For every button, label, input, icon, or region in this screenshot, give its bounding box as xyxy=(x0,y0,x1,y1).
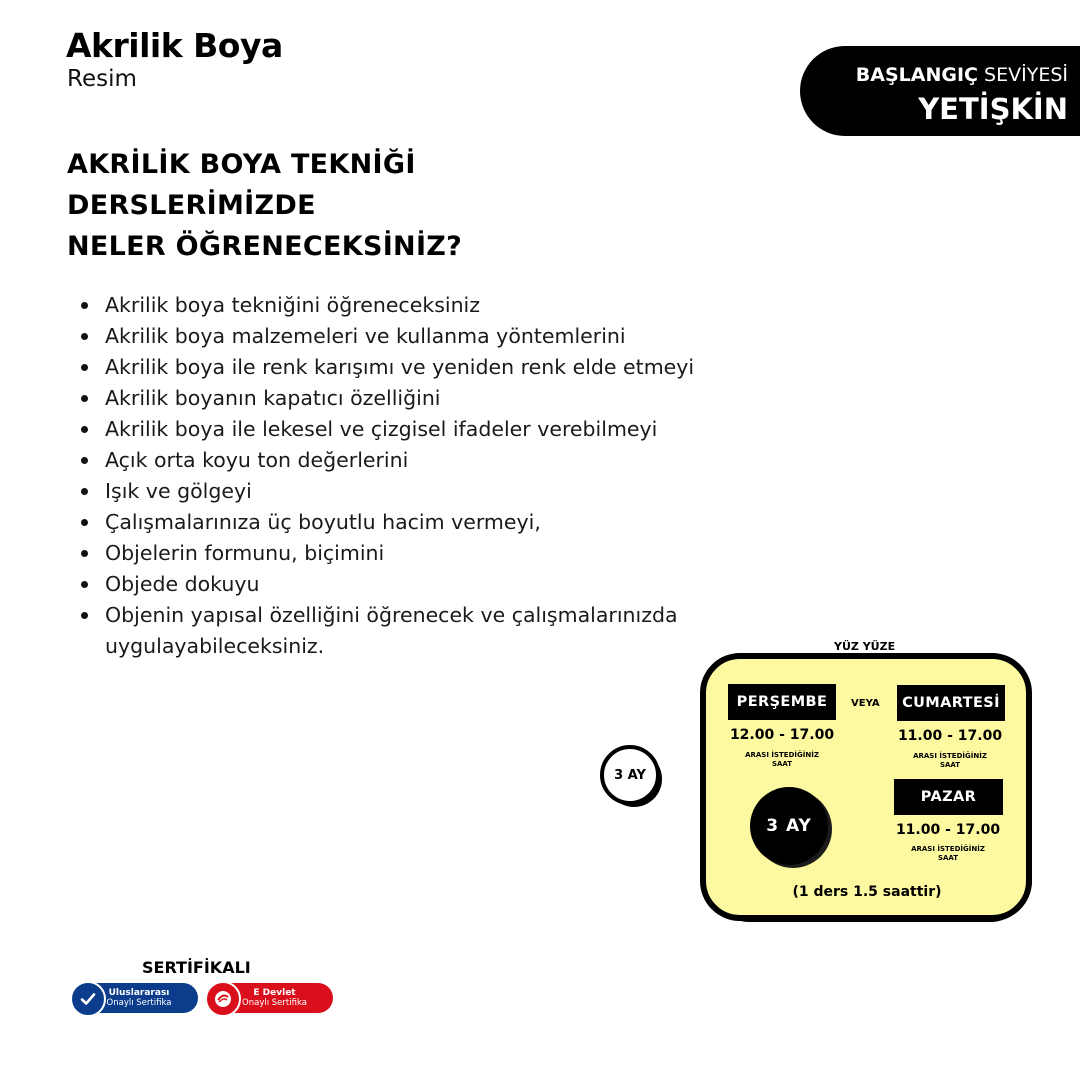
e-devlet-logo-icon xyxy=(205,981,241,1017)
list-item: Objede dokuyu xyxy=(80,569,770,600)
or-label: VEYA xyxy=(851,698,880,709)
note-saturday xyxy=(890,752,1010,770)
list-item: Objenin yapısal özelliğini öğrenecek ve çalışmalarınızda uygulayabileceksiniz. xyxy=(80,600,770,662)
level-suffix: SEVİYESİ xyxy=(984,64,1068,86)
note-line-1: ARASI İSTEDİĞİNİZ xyxy=(913,752,987,760)
section-heading xyxy=(67,144,462,267)
badge-line-1: E Devlet xyxy=(253,988,296,998)
lesson-mode-label: YÜZ YÜZE xyxy=(834,640,896,653)
list-item: Objelerin formunu, biçimini xyxy=(80,538,770,569)
course-title: Akrilik Boya xyxy=(66,26,283,65)
note-line-1: ARASI İSTEDİĞİNİZ xyxy=(745,751,819,759)
note-thursday xyxy=(722,751,842,769)
checkmark-icon xyxy=(70,981,106,1017)
note-sunday xyxy=(888,845,1008,863)
day-label-thursday: PERŞEMBE xyxy=(728,684,836,720)
level-label xyxy=(856,64,1068,86)
time-sunday: 11.00 - 17.00 xyxy=(895,822,1001,838)
badge-line-2: Onaylı Sertifika xyxy=(242,998,307,1008)
list-item: Akrilik boya ile renk karışımı ve yeniden renk elde etmeyi xyxy=(80,352,770,383)
heading-line-1: AKRİLİK BOYA TEKNİĞİ xyxy=(67,149,416,180)
course-category: Resim xyxy=(67,66,137,92)
lesson-length: (1 ders 1.5 saattir) xyxy=(792,884,942,900)
badge-line-1: Uluslararası xyxy=(108,988,170,998)
list-item: Işık ve gölgeyi xyxy=(80,476,770,507)
list-item: Akrilik boya malzemeleri ve kullanma yöntemlerini xyxy=(80,321,770,352)
list-item: Akrilik boya ile lekesel ve çizgisel ifadeler verebilmeyi xyxy=(80,414,770,445)
list-item: Açık orta koyu ton değerlerini xyxy=(80,445,770,476)
audience-label: YETİŞKİN xyxy=(918,92,1068,126)
day-label-sunday: PAZAR xyxy=(894,779,1003,815)
note-line-2: SAAT xyxy=(937,854,959,862)
duration-badge: 3 AY xyxy=(600,745,660,805)
level-prefix: BAŞLANGIÇ xyxy=(855,64,978,86)
heading-line-2: DERSLERİMİZDE xyxy=(67,190,316,221)
learning-list xyxy=(80,290,770,662)
note-line-2: SAAT xyxy=(771,760,793,768)
note-line-1: ARASI İSTEDİĞİNİZ xyxy=(911,845,985,853)
level-badge xyxy=(800,46,1080,136)
note-line-2: SAAT xyxy=(939,761,961,769)
heading-line-3: NELER ÖĞRENECEKSİNİZ? xyxy=(67,231,463,262)
list-item: Akrilik boya tekniğini öğreneceksiniz xyxy=(80,290,770,321)
list-item: Çalışmalarınıza üç boyutlu hacim vermeyi, xyxy=(80,507,770,538)
time-saturday: 11.00 - 17.00 xyxy=(897,728,1003,744)
badge-line-2: Onaylı Sertifika xyxy=(106,998,172,1008)
list-item: Akrilik boyanın kapatıcı özelliğini xyxy=(80,383,770,414)
certificate-label: SERTİFİKALI xyxy=(142,958,251,977)
day-label-saturday: CUMARTESİ xyxy=(897,685,1005,721)
time-thursday: 12.00 - 17.00 xyxy=(729,727,835,743)
inner-duration-circle: 3 AY xyxy=(750,787,828,865)
